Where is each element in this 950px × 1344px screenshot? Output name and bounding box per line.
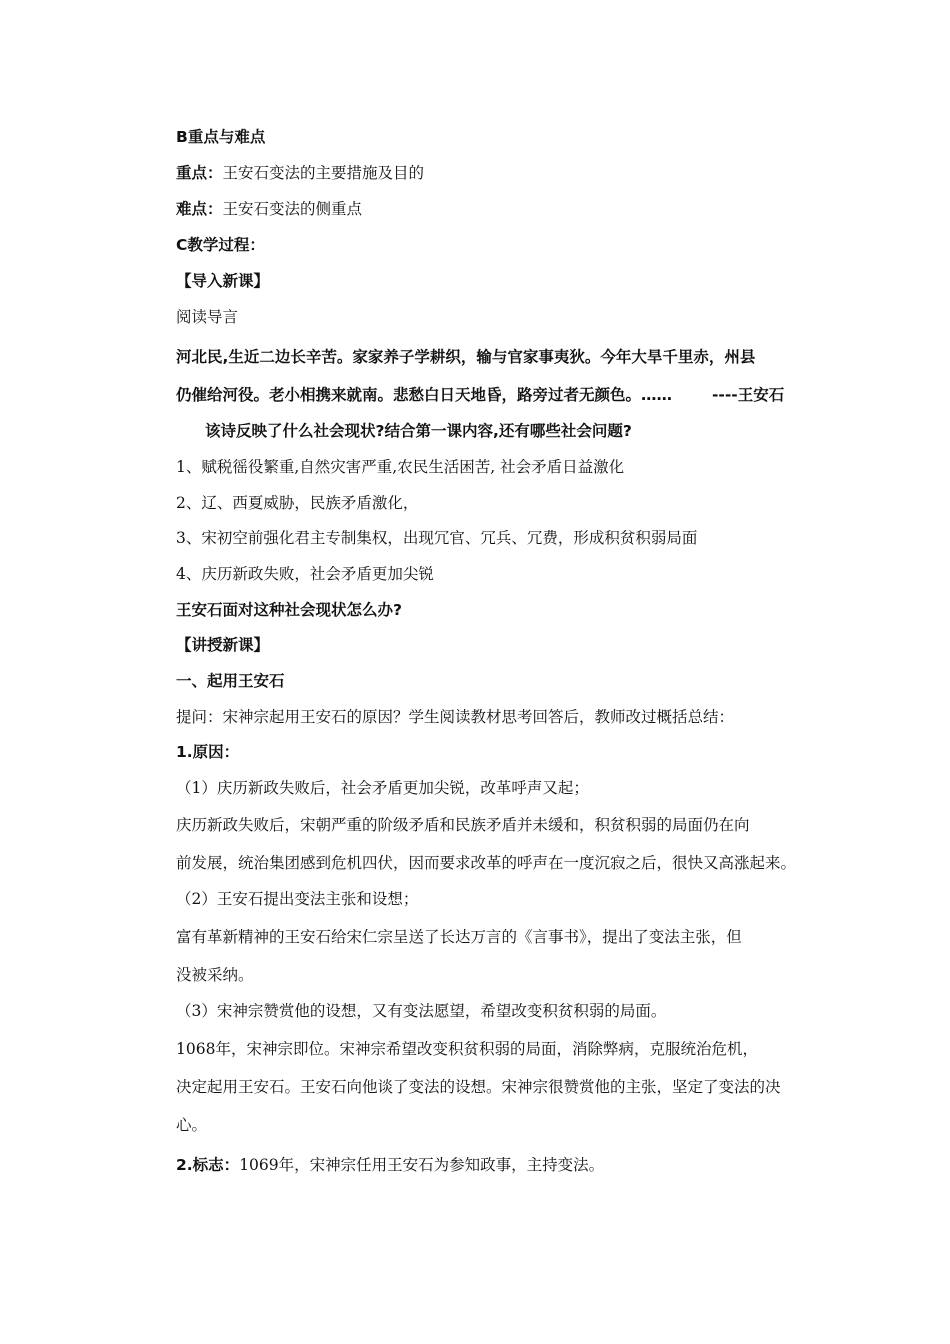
part-1-heading: 一、起用王安石 <box>176 672 285 690</box>
reason-2: （2）王安石提出变法主张和设想； <box>176 890 419 908</box>
key-point-label: 重点： <box>176 164 223 182</box>
read-intro: 阅读导言 <box>176 308 239 326</box>
answer-3: 3、宋初空前强化君主专制集权，出现冗官、冗兵、冗费，形成积贫积弱局面 <box>176 529 698 547</box>
reason-1-para-line-1: 庆历新政失败后，宋朝严重的阶级矛盾和民族矛盾并未缓和，积贫积弱的局面仍在向 <box>176 816 750 834</box>
poem-line-2: 仍催给河役。老小相携来就南。悲愁白日天地昏，路旁过者无颜色。…… <box>176 386 673 404</box>
intro-heading: 【导入新课】 <box>176 272 270 290</box>
sign-line <box>176 1155 604 1175</box>
sign-text: 1069年，宋神宗任用王安石为参知政事，主持变法。 <box>239 1156 605 1174</box>
teacher-question: 提问：宋神宗起用王安石的原因？学生阅读教材思考回答后，教师改过概括总结： <box>176 708 735 726</box>
reason-1: （1）庆历新政失败后，社会矛盾更加尖锐，改革呼声又起； <box>176 779 589 797</box>
poem-author: ----王安石 <box>712 386 785 404</box>
lecture-heading: 【讲授新课】 <box>176 636 270 654</box>
difficult-point-text: 王安石变法的侧重点 <box>222 200 363 218</box>
key-point-line <box>176 163 424 183</box>
question-2: 王安石面对这种社会现状怎么办? <box>176 601 402 619</box>
difficult-point-line <box>176 199 362 219</box>
reason-heading: 1.原因： <box>176 743 240 761</box>
reason-3-para-line-2: 决定起用王安石。王安石向他谈了变法的设想。宋神宗很赞赏他的主张，坚定了变法的决 <box>176 1078 781 1096</box>
reason-1-para-line-2: 前发展，统治集团感到危机四伏，因而要求改革的呼声在一度沉寂之后，很快又高涨起来。 <box>176 854 797 872</box>
question-1: 该诗反映了什么社会现状?结合第一课内容,还有哪些社会问题? <box>205 422 632 440</box>
answer-1: 1、赋税徭役繁重,自然灾害严重,农民生活困苦, 社会矛盾日益激化 <box>176 458 625 476</box>
reason-2-para-line-1: 富有革新精神的王安石给宋仁宗呈送了长达万言的《言事书》，提出了变法主张，但 <box>176 928 742 946</box>
answer-4: 4、庆历新政失败，社会矛盾更加尖锐 <box>176 565 434 583</box>
section-c-heading: C教学过程： <box>176 236 265 254</box>
section-b-heading: B重点与难点 <box>176 128 266 146</box>
poem-line-1: 河北民,生近二边长辛苦。家家养子学耕织，输与官家事夷狄。今年大旱千里赤，州县 <box>176 348 756 366</box>
reason-2-para-line-2: 没被采纳。 <box>176 966 254 984</box>
sign-label: 2.标志： <box>176 1156 240 1174</box>
key-point-text: 王安石变法的主要措施及目的 <box>222 164 425 182</box>
reason-3: （3）宋神宗赞赏他的设想，又有变法愿望，希望改变积贫积弱的局面。 <box>176 1002 667 1020</box>
reason-3-para-line-3: 心。 <box>176 1116 208 1134</box>
difficult-point-label: 难点： <box>176 200 223 218</box>
reason-3-para-line-1: 1068年，宋神宗即位。宋神宗希望改变积贫积弱的局面，消除弊病，克服统治危机， <box>176 1040 758 1058</box>
answer-2: 2、辽、西夏威胁，民族矛盾激化， <box>176 494 419 512</box>
